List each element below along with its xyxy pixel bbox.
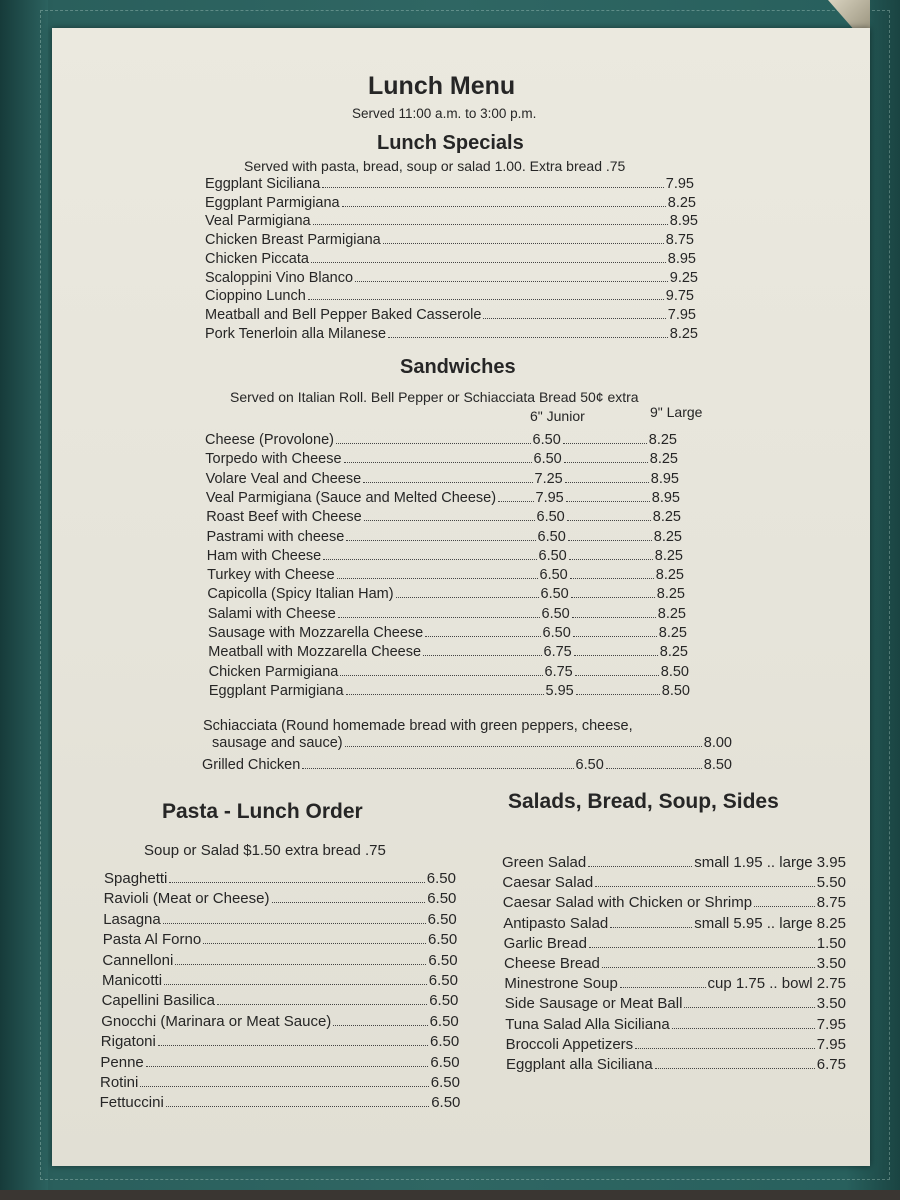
schiacciata-price: 8.00 (703, 735, 732, 751)
special-item-price: 8.95 (667, 250, 696, 267)
sandwich-item-name: Eggplant Parmigiana (208, 682, 344, 699)
salad-item-name: Green Salad (502, 854, 587, 871)
special-item (205, 326, 698, 342)
leader-dots (655, 1068, 815, 1069)
sandwich-large-price: 8.25 (648, 432, 677, 448)
leader-dots (620, 987, 706, 988)
sandwich-item (209, 664, 689, 680)
special-item (205, 176, 694, 192)
sandwich-junior-price: 6.75 (544, 663, 573, 680)
sandwich-large-price: 8.25 (654, 547, 683, 564)
pasta-item-name: Rotini (100, 1074, 139, 1091)
salads-heading: Salads, Bread, Soup, Sides (508, 790, 779, 813)
menu-page (52, 28, 870, 1166)
salad-item-price: 1.50 (816, 934, 846, 952)
sandwich-item (207, 586, 685, 602)
sandwich-large-price: 8.50 (660, 663, 689, 680)
leader-dots (140, 1086, 428, 1087)
sandwich-item (206, 471, 679, 487)
leader-dots (610, 927, 692, 928)
leader-dots (166, 1106, 429, 1107)
leader-dots (573, 636, 657, 637)
special-item (205, 251, 696, 267)
pasta-item (102, 952, 457, 969)
leader-dots (217, 1004, 427, 1005)
special-item-name: Pork Tenerloin alla Milanese (205, 325, 387, 342)
special-item-price: 8.95 (669, 213, 698, 230)
special-item (205, 288, 694, 304)
leader-dots (570, 578, 654, 579)
leader-dots (567, 520, 651, 521)
leader-dots (346, 694, 544, 695)
salad-item (503, 915, 846, 932)
specials-note: Served with pasta, bread, soup or salad 1.00. Extra bread .75 (244, 158, 626, 174)
leader-dots (338, 617, 540, 618)
special-item (205, 195, 696, 211)
leader-dots (313, 224, 668, 225)
pasta-item-price: 6.50 (431, 1094, 461, 1112)
menu-title: Lunch Menu (368, 72, 516, 100)
sandwich-item (207, 529, 683, 545)
special-item-price: 7.95 (667, 306, 696, 323)
special-item-name: Eggplant Parmigiana (205, 194, 340, 211)
sandwich-item-name: Cheese (Provolone) (205, 432, 334, 448)
salad-item-price: 7.95 (816, 1015, 846, 1033)
leader-dots (364, 520, 535, 521)
sandwich-large-price: 8.25 (655, 567, 684, 584)
sandwich-item-name: Salami with Cheese (207, 605, 336, 622)
pasta-item-price: 6.50 (429, 992, 459, 1010)
special-item-price: 8.25 (667, 194, 696, 211)
special-item-price: 9.75 (665, 288, 694, 305)
special-item-price: 7.95 (665, 176, 694, 192)
pasta-item-name: Pasta Al Forno (102, 931, 202, 949)
pasta-item-name: Manicotti (102, 972, 163, 989)
pasta-item-price: 6.50 (428, 951, 458, 969)
sandwich-junior-price: 6.50 (533, 451, 562, 468)
pasta-item-price: 6.50 (427, 931, 458, 949)
pasta-item (103, 931, 457, 948)
sandwich-junior-price: 6.50 (539, 567, 568, 584)
special-item (205, 307, 696, 323)
leader-dots (589, 947, 815, 948)
leader-dots (565, 482, 649, 483)
leader-dots (574, 655, 658, 656)
pasta-item (102, 972, 458, 989)
sandwich-item (205, 432, 677, 448)
leader-dots (423, 655, 541, 656)
pasta-item-name: Gnocchi (Marinara or Meat Sauce) (101, 1012, 332, 1030)
pasta-item (104, 870, 456, 887)
special-item-price: 9.25 (669, 269, 698, 286)
salad-item (506, 1056, 846, 1073)
leader-dots (346, 540, 535, 541)
leader-dots (595, 886, 815, 887)
leader-dots (672, 1028, 815, 1029)
sandwich-junior-price: 7.25 (534, 470, 563, 487)
leader-dots (342, 206, 666, 207)
grilled-chicken-row (202, 757, 732, 773)
sandwich-junior-price: 7.95 (535, 489, 564, 506)
special-item-price: 8.75 (665, 232, 694, 249)
sandwich-item-name: Torpedo with Cheese (205, 451, 342, 468)
salad-item-name: Antipasto Salad (503, 914, 609, 932)
sandwich-junior-price: 6.50 (540, 586, 569, 603)
sandwich-item-name: Capicolla (Spicy Italian Ham) (207, 586, 394, 603)
sandwich-junior-price: 6.50 (537, 528, 566, 545)
sandwich-large-price: 8.25 (657, 605, 686, 622)
salad-item (504, 975, 846, 992)
leader-dots (164, 984, 427, 985)
pasta-item-price: 6.50 (426, 870, 456, 887)
leader-dots (337, 578, 538, 579)
pasta-heading: Pasta - Lunch Order (162, 800, 363, 823)
salad-item-price: 6.75 (816, 1056, 846, 1073)
salad-item-name: Minestrone Soup (504, 975, 618, 993)
pasta-item (100, 1054, 459, 1071)
leader-dots (355, 281, 668, 282)
sandwich-junior-price: 5.95 (545, 682, 574, 699)
leader-dots (602, 967, 815, 968)
leader-dots (483, 318, 665, 319)
sandwich-junior-price: 6.50 (538, 547, 567, 564)
leader-dots (563, 443, 647, 444)
leader-dots (568, 540, 652, 541)
pasta-item-price: 6.50 (429, 1012, 459, 1030)
pasta-item-name: Penne (100, 1053, 144, 1071)
sandwich-item-name: Volare Veal and Cheese (205, 470, 362, 487)
pasta-item-price: 6.50 (429, 1033, 460, 1051)
sandwiches-heading: Sandwiches (400, 356, 516, 378)
pasta-item-price: 6.50 (428, 972, 458, 989)
pasta-item-name: Rigatoni (100, 1033, 156, 1051)
sandwich-item (205, 451, 678, 467)
sandwich-large-price: 8.25 (656, 586, 685, 603)
salad-item (502, 874, 846, 891)
sandwich-item (206, 509, 681, 525)
salad-item-price: 3.50 (816, 995, 846, 1013)
sandwich-item (208, 606, 686, 622)
sandwich-junior-price: 6.50 (532, 432, 561, 448)
salad-item (506, 1036, 846, 1053)
sandwich-item-name: Chicken Parmigiana (208, 663, 339, 680)
pasta-item (103, 911, 457, 928)
leader-dots (388, 337, 668, 338)
sandwich-junior-price: 6.50 (542, 625, 571, 641)
leader-dots (425, 636, 540, 637)
sandwich-item (206, 490, 680, 506)
salad-item-name: Broccoli Appetizers (505, 1035, 634, 1053)
pasta-item-price: 6.50 (430, 1053, 460, 1071)
special-item-name: Chicken Piccata (205, 250, 309, 267)
pasta-item (101, 1033, 459, 1050)
sandwich-item (208, 644, 688, 660)
leader-dots (571, 597, 655, 598)
leader-dots (344, 462, 532, 463)
leader-dots (340, 675, 542, 676)
leader-dots (175, 964, 426, 965)
leader-dots (146, 1066, 429, 1067)
salad-item-price: small 5.95 .. large 8.25 (694, 914, 846, 932)
leader-dots (363, 482, 532, 483)
sandwich-large-price: 8.25 (653, 528, 682, 545)
sandwich-large-price: 8.25 (658, 625, 687, 641)
leader-dots (308, 299, 664, 300)
leader-dots (566, 501, 650, 502)
salad-item-price: 7.95 (816, 1035, 846, 1053)
leader-dots (311, 262, 666, 263)
pasta-item-price: 6.50 (430, 1074, 460, 1091)
leader-dots (345, 746, 702, 747)
leader-dots (272, 902, 426, 903)
leader-dots (336, 443, 531, 444)
sandwich-large-price: 8.95 (651, 489, 680, 506)
sandwich-large-price: 8.50 (661, 682, 690, 699)
salad-item-name: Eggplant alla Siciliana (506, 1056, 653, 1073)
sandwich-item (207, 548, 683, 564)
salad-item-name: Garlic Bread (503, 934, 587, 952)
col-large-header: 9" Large (650, 404, 703, 420)
pasta-item-name: Spaghetti (104, 870, 168, 887)
sandwiches-note: Served on Italian Roll. Bell Pepper or Schiacciata Bread 50¢ extra (230, 389, 639, 405)
sandwich-large-price: 8.25 (652, 509, 681, 526)
leader-dots (569, 559, 653, 560)
sandwich-junior-price: 6.50 (536, 509, 565, 526)
salad-item-price: 3.50 (816, 955, 846, 972)
leader-dots (333, 1025, 427, 1026)
salad-item (502, 854, 846, 871)
sandwich-item-name: Pastrami with cheese (206, 528, 345, 545)
leader-dots (302, 768, 573, 769)
salad-item (505, 1016, 846, 1033)
leader-dots (498, 501, 533, 502)
special-item-name: Scaloppini Vino Blanco (205, 269, 354, 286)
pasta-item-name: Fettuccini (99, 1094, 164, 1112)
pasta-item (101, 1013, 459, 1030)
pasta-item-price: 6.50 (427, 890, 457, 908)
sandwich-item-name: Ham with Cheese (206, 547, 322, 564)
leader-dots (396, 597, 539, 598)
leader-dots (572, 617, 656, 618)
sandwich-item-name: Turkey with Cheese (207, 567, 335, 584)
pasta-item (100, 1074, 460, 1091)
special-item (205, 213, 698, 229)
sandwich-large-price: 8.95 (650, 470, 679, 487)
leader-dots (323, 559, 536, 560)
pasta-item (104, 890, 457, 907)
special-item-name: Chicken Breast Parmigiana (205, 232, 381, 249)
menu-hours: Served 11:00 a.m. to 3:00 p.m. (352, 106, 537, 121)
salad-item-price: small 1.95 .. large 3.95 (694, 854, 846, 871)
special-item-name: Veal Parmigiana (205, 213, 311, 230)
salad-item-name: Tuna Salad Alla Siciliana (505, 1015, 670, 1033)
special-item-name: Meatball and Bell Pepper Baked Casserole (205, 306, 482, 323)
pasta-item-name: Lasagna (103, 910, 161, 928)
salad-item-price: 5.50 (816, 874, 846, 892)
special-item-price: 8.25 (669, 325, 698, 342)
sandwich-junior-price: 6.75 (543, 644, 572, 661)
leader-dots (203, 943, 426, 944)
leader-dots (383, 243, 664, 244)
schiacciata-line2: sausage and sauce) (212, 735, 343, 751)
salad-item-name: Caesar Salad with Chicken or Shrimp (502, 894, 753, 912)
leader-dots (322, 187, 663, 188)
leader-dots (606, 768, 702, 769)
pasta-item-name: Cannelloni (102, 951, 174, 969)
pasta-item (102, 992, 459, 1009)
schiacciata-line1: Schiacciata (Round homemade bread with green peppers, cheese, (203, 718, 633, 734)
leader-dots (576, 694, 660, 695)
leader-dots (754, 906, 815, 907)
pasta-item-price: 6.50 (427, 910, 457, 928)
leader-dots (575, 675, 659, 676)
sandwich-item-name: Meatball with Mozzarella Cheese (208, 644, 422, 661)
salad-item (504, 935, 846, 952)
pasta-item-name: Capellini Basilica (101, 992, 215, 1010)
sandwich-large-price: 8.25 (649, 451, 678, 468)
sandwich-large-price: 8.25 (659, 644, 688, 661)
salad-item (505, 995, 846, 1012)
sandwich-junior-price: 6.50 (541, 605, 570, 622)
grilled-chicken-large: 8.50 (703, 757, 732, 773)
special-item (205, 232, 694, 248)
salad-item-price: cup 1.75 .. bowl 2.75 (707, 975, 846, 993)
leader-dots (588, 866, 692, 867)
grilled-chicken-name: Grilled Chicken (202, 757, 301, 773)
leader-dots (684, 1007, 814, 1008)
salad-item-price: 8.75 (816, 894, 846, 912)
sandwich-item-name: Sausage with Mozzarella Cheese (208, 625, 424, 641)
specials-heading: Lunch Specials (377, 132, 524, 154)
salad-item-name: Caesar Salad (502, 874, 594, 892)
grilled-chicken-junior: 6.50 (575, 757, 604, 773)
pasta-item (100, 1094, 461, 1111)
sandwich-item-name: Roast Beef with Cheese (206, 509, 362, 526)
schiacciata-line2-row (212, 735, 732, 751)
leader-dots (163, 923, 426, 924)
leader-dots (635, 1048, 815, 1049)
salad-item-name: Cheese Bread (504, 955, 600, 972)
special-item-name: Eggplant Siciliana (205, 176, 321, 192)
salad-item-name: Side Sausage or Meat Ball (504, 995, 683, 1013)
pasta-note: Soup or Salad $1.50 extra bread .75 (144, 842, 386, 859)
leader-dots (169, 882, 424, 883)
leader-dots (158, 1045, 428, 1046)
special-item-name: Cioppino Lunch (205, 288, 306, 305)
sandwich-item-name: Veal Parmigiana (Sauce and Melted Cheese) (205, 489, 497, 506)
salad-item (503, 894, 846, 911)
leader-dots (564, 462, 648, 463)
sandwich-item (208, 625, 687, 641)
sandwich-item (209, 683, 690, 699)
col-junior-header: 6" Junior (530, 408, 585, 424)
pasta-item-name: Ravioli (Meat or Cheese) (103, 890, 270, 908)
salad-item (504, 955, 846, 972)
sandwich-item (207, 567, 684, 583)
special-item (205, 270, 698, 286)
